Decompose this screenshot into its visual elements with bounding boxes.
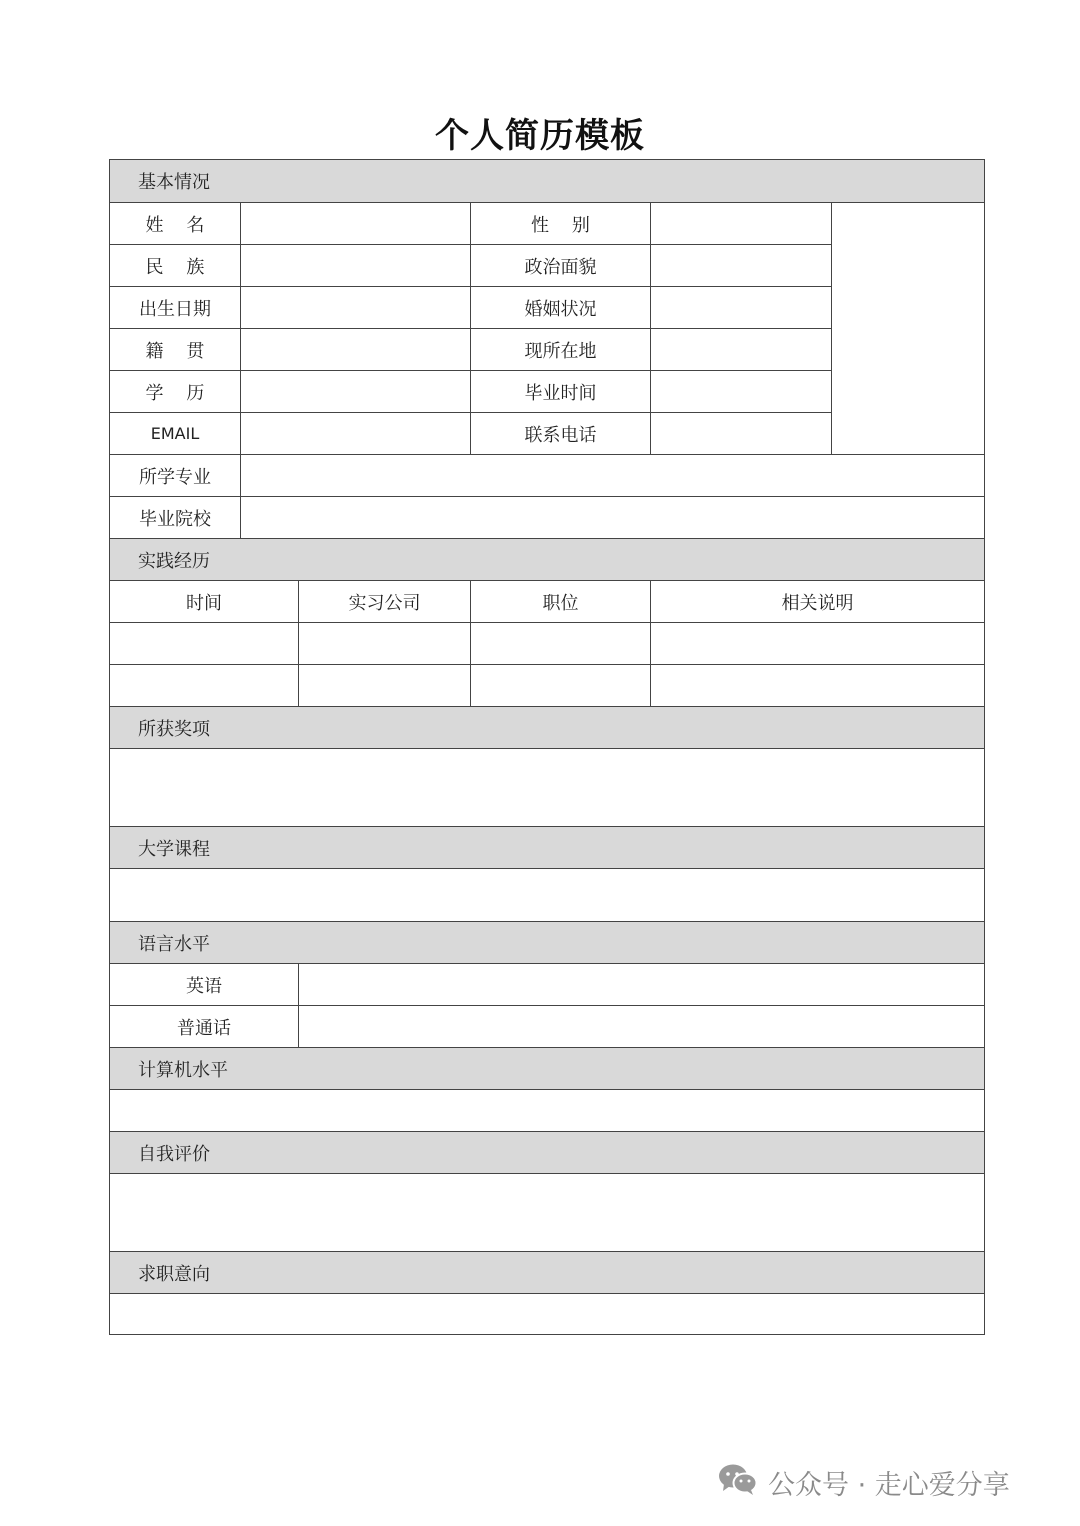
input-major[interactable] bbox=[241, 455, 984, 497]
input-birth[interactable] bbox=[241, 287, 471, 329]
section-awards-header: 所获奖项 bbox=[110, 707, 984, 749]
input-marital[interactable] bbox=[651, 287, 832, 329]
courses-content[interactable] bbox=[110, 869, 984, 922]
label-education: 学 历 bbox=[110, 371, 241, 413]
input-phone[interactable] bbox=[651, 413, 832, 455]
section-self-eval-header: 自我评价 bbox=[110, 1132, 984, 1174]
input-political[interactable] bbox=[651, 245, 832, 287]
label-major: 所学专业 bbox=[110, 455, 241, 497]
job-intent-content[interactable] bbox=[110, 1294, 984, 1334]
label-name: 姓 名 bbox=[110, 203, 241, 245]
section-basic-header: 基本情况 bbox=[110, 160, 984, 203]
section-language-header: 语言水平 bbox=[110, 922, 984, 964]
practice-row-2-time[interactable] bbox=[110, 665, 299, 707]
section-computer-header: 计算机水平 bbox=[110, 1048, 984, 1090]
input-mandarin[interactable] bbox=[299, 1006, 984, 1048]
input-native-place[interactable] bbox=[241, 329, 471, 371]
practice-row-1-description[interactable] bbox=[651, 623, 984, 665]
practice-row-2-company[interactable] bbox=[299, 665, 471, 707]
col-position: 职位 bbox=[471, 581, 651, 623]
page-title: 个人简历模板 bbox=[435, 116, 645, 156]
practice-row-1-position[interactable] bbox=[471, 623, 651, 665]
col-company: 实习公司 bbox=[299, 581, 471, 623]
label-phone: 联系电话 bbox=[471, 413, 651, 455]
photo-cell[interactable] bbox=[832, 203, 984, 455]
practice-row-1-company[interactable] bbox=[299, 623, 471, 665]
input-gender[interactable] bbox=[651, 203, 832, 245]
wechat-icon bbox=[718, 1462, 768, 1503]
practice-row-2-position[interactable] bbox=[471, 665, 651, 707]
label-grad-time: 毕业时间 bbox=[471, 371, 651, 413]
label-marital: 婚姻状况 bbox=[471, 287, 651, 329]
input-email[interactable] bbox=[241, 413, 471, 455]
practice-row-2-description[interactable] bbox=[651, 665, 984, 707]
input-location[interactable] bbox=[651, 329, 832, 371]
input-ethnicity[interactable] bbox=[241, 245, 471, 287]
section-courses-header: 大学课程 bbox=[110, 827, 984, 869]
self-eval-content[interactable] bbox=[110, 1174, 984, 1252]
label-native-place: 籍 贯 bbox=[110, 329, 241, 371]
col-description: 相关说明 bbox=[651, 581, 984, 623]
col-time: 时间 bbox=[110, 581, 299, 623]
input-grad-time[interactable] bbox=[651, 371, 832, 413]
label-location: 现所在地 bbox=[471, 329, 651, 371]
watermark bbox=[718, 1462, 1010, 1503]
section-practice-header: 实践经历 bbox=[110, 539, 984, 581]
label-gender: 性 别 bbox=[471, 203, 651, 245]
input-school[interactable] bbox=[241, 497, 984, 539]
label-school: 毕业院校 bbox=[110, 497, 241, 539]
label-political: 政治面貌 bbox=[471, 245, 651, 287]
label-email: EMAIL bbox=[110, 413, 241, 455]
resume-table bbox=[109, 159, 985, 1335]
section-job-intent-header: 求职意向 bbox=[110, 1252, 984, 1294]
computer-content[interactable] bbox=[110, 1090, 984, 1132]
label-ethnicity: 民 族 bbox=[110, 245, 241, 287]
label-birth: 出生日期 bbox=[110, 287, 241, 329]
awards-content[interactable] bbox=[110, 749, 984, 827]
label-english: 英语 bbox=[110, 964, 299, 1006]
practice-row-1-time[interactable] bbox=[110, 623, 299, 665]
watermark-text: 公众号 · 走心爱分享 bbox=[768, 1470, 1010, 1501]
input-name[interactable] bbox=[241, 203, 471, 245]
input-english[interactable] bbox=[299, 964, 984, 1006]
input-education[interactable] bbox=[241, 371, 471, 413]
label-mandarin: 普通话 bbox=[110, 1006, 299, 1048]
